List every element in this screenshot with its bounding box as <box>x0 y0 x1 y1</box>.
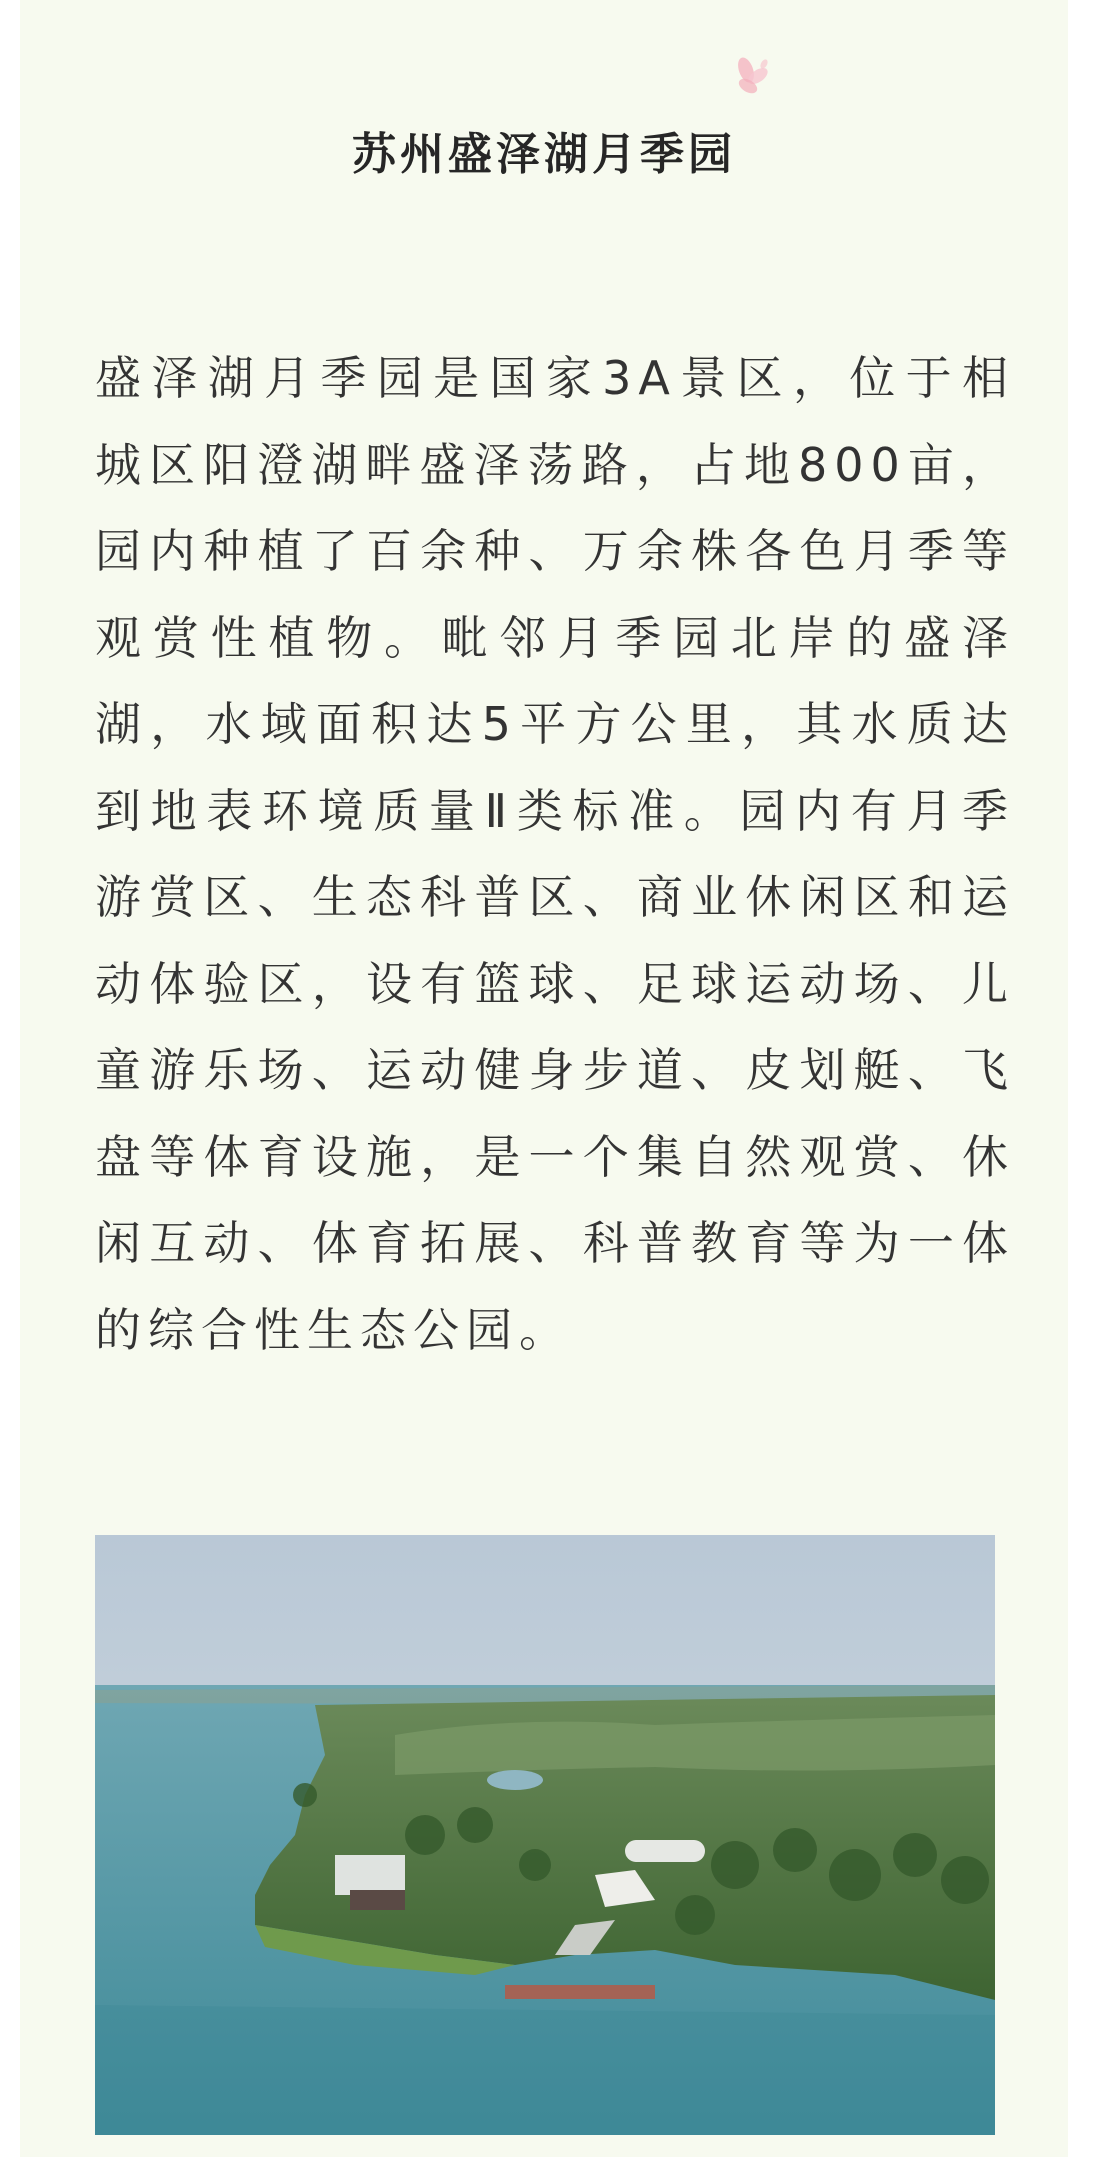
article-page <box>20 0 1068 2157</box>
article-title: 苏州盛泽湖月季园 <box>352 129 736 180</box>
article-body: 盛泽湖月季园是国家3A景区，位于相城区阳澄湖畔盛泽荡路，占地800亩，园内种植了百余种、万余株各色月季等观赏性植物。毗邻月季园北岸的盛泽湖，水域面积达5平方公里，其水质达到地表环境质量Ⅱ类标准。园内有月季游赏区、生态科普区、商业休闲区和运动体验区，设有篮球、足球运动场、儿童游乐场、运动健身步道、皮划艇、飞盘等体育设施，是一个集自然观赏、休闲互动、体育拓展、科普教育等为一体的综合性生态公园。 <box>95 351 1015 1357</box>
page-right-margin <box>1068 0 1099 2157</box>
petal-icon <box>720 50 780 110</box>
aerial-lake-park-photo <box>95 1535 995 2135</box>
